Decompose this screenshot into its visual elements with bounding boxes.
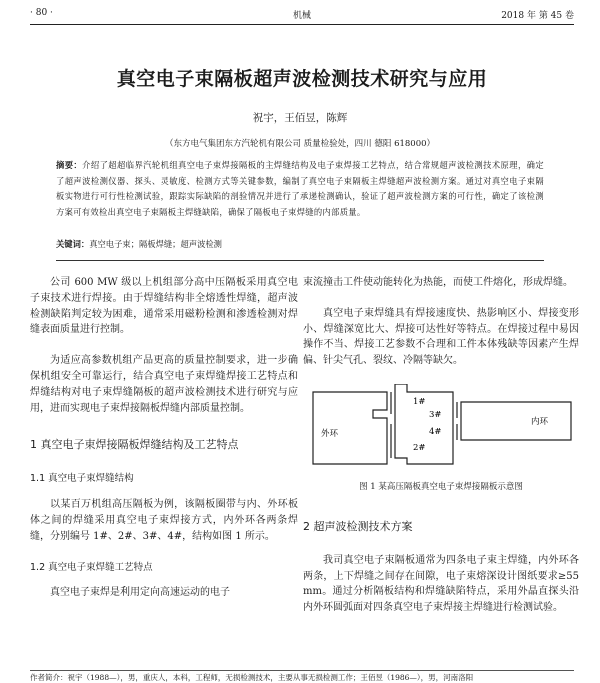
figure-1-caption: 图 1 某高压隔板真空电子束焊接隔板示意图 <box>359 481 523 492</box>
subsection-heading-1-1: 1.1 真空电子束焊缝结构 <box>30 473 134 485</box>
left-column <box>30 275 298 616</box>
weld-label-4: 4# <box>429 426 442 437</box>
paragraph: 我司真空电子束隔板通常为四条电子束主焊缝，内外环各两条，上下焊缝之间存在间隙，电子束熔深设计图纸要求≥55 mm。通过分析隔板结构和焊缝缺陷特点，采用外晶直探头沿内外环圆弧面对四条真空电子束焊接主焊缝进行检测试验。 <box>303 554 579 614</box>
paper-title: 真空电子束隔板超声波检测技术研究与应用 <box>116 68 488 90</box>
keywords-label: 关键词： <box>56 239 90 249</box>
weld-label-1: 1# <box>413 396 426 407</box>
outer-ring-outline <box>313 392 387 464</box>
figure-1 <box>303 384 579 466</box>
right-column <box>303 275 579 631</box>
paragraph: 公司 600 MW 级以上机组部分高中压隔板采用真空电子束技术进行焊接。由于焊缝结构非全熔透性焊缝，超声波检测缺陷判定较为困难，通常采用磁粉检测和渗透检测对焊缝表面质量进行控制。 <box>30 277 298 336</box>
subsection-heading-1-2: 1.2 真空电子束焊缝工艺特点 <box>30 561 153 573</box>
abstract <box>56 158 544 220</box>
inner-ring-label: 内环 <box>531 416 549 427</box>
header-rule <box>30 24 574 25</box>
page-number: · 80 · <box>30 8 53 18</box>
paragraph: 真空电子束焊缝具有焊接速度快、热影响区小、焊接变形小、焊缝深宽比大、焊接可达性好等特点。在焊接过程中易因操作不当、焊接工艺参数不合理和工件本体残缺等因素产生焊偏、针尖气孔、裂纹、冷隔等缺欠。 <box>303 307 579 367</box>
weld-label-2: 2# <box>413 442 426 453</box>
running-header <box>30 8 574 22</box>
diaphragm-weld-diagram <box>303 384 579 466</box>
keywords <box>56 238 544 250</box>
paragraph: 以某百万机组高压隔板为例，该隔板圈带与内、外环板体之间的焊缝采用真空电子束焊接方式，内外环各两条焊缝，分别编号 1#、2#、3#、4#，结构如图 1 所示。 <box>30 499 298 542</box>
affiliation: （东方电气集团东方汽轮机有限公司 质量检验处，四川 德阳 618000） <box>164 139 436 149</box>
author-footnote: 作者简介：祝宇（1988—），男，重庆人，本科，工程师，无损检测技术，主要从事无损检测工作；王佰昱（1986—），男，河南洛阳 <box>30 670 574 683</box>
paragraph: 束流撞击工件使动能转化为热能，而使工件熔化，形成焊缝。 <box>303 277 573 288</box>
issue-info: 2018 年 第 45 卷 <box>501 11 574 21</box>
section-heading-1: 1 真空电子束焊接隔板焊缝结构及工艺特点 <box>30 438 239 452</box>
abstract-separator <box>56 260 544 261</box>
weld-label-3: 3# <box>429 409 442 420</box>
outer-ring-label: 外环 <box>321 428 339 439</box>
authors: 祝宇，王佰昱，陈辉 <box>252 112 348 124</box>
journal-name: 机械 <box>292 11 311 21</box>
inner-ring-outline <box>461 402 571 440</box>
section-heading-2: 2 超声波检测技术方案 <box>303 519 413 533</box>
abstract-label: 摘要： <box>56 160 83 170</box>
paragraph: 真空电子束焊是利用定向高速运动的电子 <box>50 587 230 599</box>
paragraph: 为适应高参数机组产品更高的质量控制要求，进一步确保机组安全可靠运行，结合真空电子束焊缝焊接工艺特点和焊缝结构对电子束焊缝隔板的超声波检测技术进行研究与应用，进而实现电子束焊接隔板焊缝内部质量控制。 <box>30 355 298 414</box>
keywords-text: 真空电子束；隔板焊缝；超声波检测 <box>89 239 222 249</box>
abstract-text: 介绍了超超临界汽轮机组真空电子束焊接隔板的主焊缝结构及电子束焊接工艺特点，结合常规超声波检测技术原理，确定了超声波检测仪器、探头、灵敏度、检测方式等关键参数，编制了真空电子束隔板主焊缝超声波检测方案。通过对真空电子束隔板实物进行可行性检测试验，跟踪实际缺陷的剖验情况并进行了承递检测确认，验证了超声波检测方案的可行性，确定了该检测方案可有效检出真空电子束隔板主焊缝缺陷，确保了隔板电子束焊缝的内部质量。 <box>56 160 544 217</box>
